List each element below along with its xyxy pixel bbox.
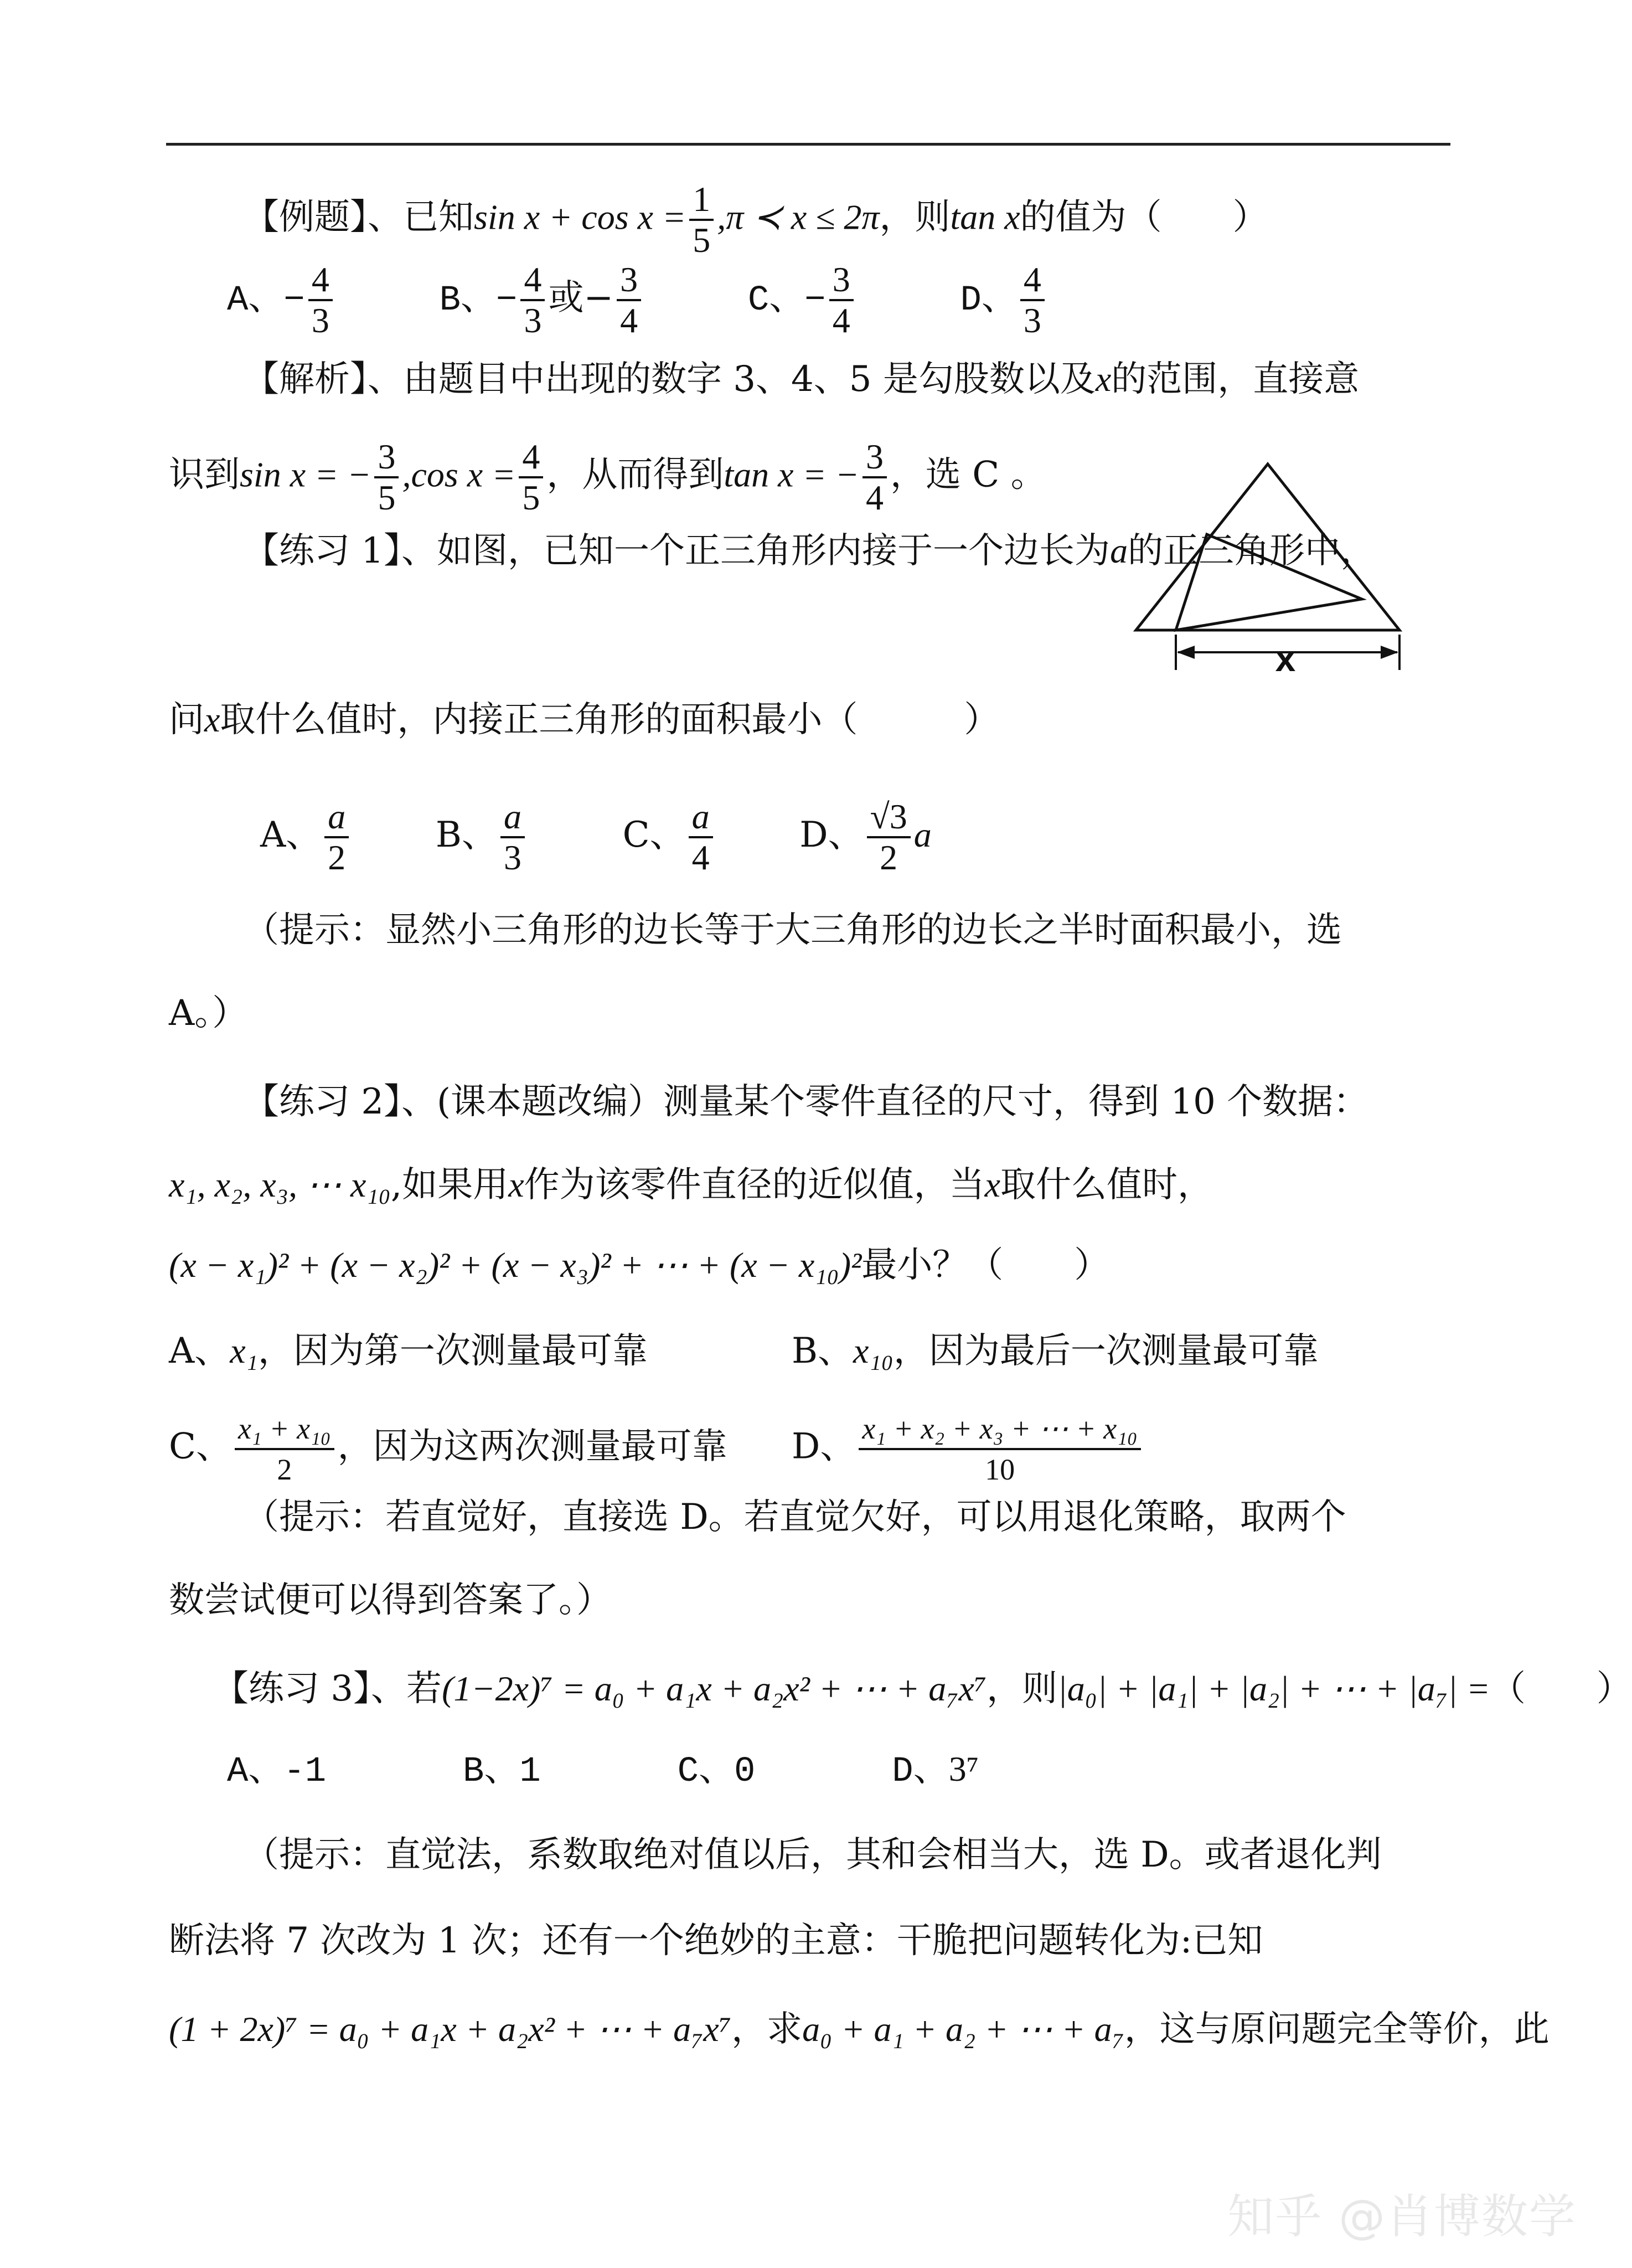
ex2-option-c: C、 $\frac{\text{x₁ + x₁₀}}{2}$ ，因为这两次测量最可靠 <box>169 1409 727 1489</box>
option-d: D、 $\frac{√3}{2}$ a <box>799 797 932 877</box>
ex2-option-b: B、x₁₀，因为最后一次测量最可靠 <box>792 1331 1319 1372</box>
dim-label-x: x <box>1275 638 1296 679</box>
option-d: D、3⁷ <box>892 1749 979 1792</box>
watermark: 知乎 @肖博数学 <box>1227 2189 1577 2244</box>
ex2-hint-2: 数尝试便可以得到答案了。） <box>169 1580 612 1621</box>
option-b: B、1 <box>463 1752 541 1792</box>
dim-arrow-left <box>1177 646 1195 659</box>
ex2-hint-1: （提示：若直觉好，直接选 D。若直觉欠好，可以用退化策略，取两个 <box>244 1497 1346 1538</box>
example-options <box>227 260 1048 340</box>
ex1-line-1: 【练习 1】、如图，已知一个正三角形内接于一个边长为a的正三角形中， <box>244 530 1376 571</box>
option-c: C、0 <box>677 1752 756 1792</box>
analysis-line-1: 【解析】、由题目中出现的数字 3、4、5 是勾股数以及x的范围，直接意 <box>244 359 1360 400</box>
ex2-line-2: x₁, x₂, x₃, ⋯ x₁₀,如果用x作为该零件直径的近似值，当x取什么值时， <box>169 1164 1213 1205</box>
ex1-hint-1: （提示：显然小三角形的边长等于大三角形的边长之半时面积最小，选 <box>244 910 1342 951</box>
ex3-options <box>227 1747 979 1794</box>
ex1-options <box>260 797 932 877</box>
ex3-hint-1: （提示：直觉法，系数取绝对值以后，其和会相当大，选 D。或者退化判 <box>244 1834 1382 1875</box>
header-rule <box>166 143 1450 146</box>
ex2-line-1: 【练习 2】、(课本题改编）测量某个零件直径的尺寸，得到 10 个数据： <box>244 1081 1369 1122</box>
dim-arrow-right <box>1381 646 1398 659</box>
ex1-line-2: 问x取什么值时，内接正三角形的面积最小（ ） <box>169 699 1000 740</box>
ex2-option-a: A、x₁，因为第一次测量最可靠 <box>169 1331 648 1372</box>
analysis-line-2: 识到sin x = − $\frac{3}{5}$ ,cos x = $\frac{4}{5}$ ，从而得到tan x = − $\frac{3}{4}$ ，选 C 。 <box>169 437 1046 517</box>
ex2-option-d: D、 $\frac{\text{x₁ + x₂ + x₃ + ⋯ + x₁₀}}{10}$ <box>792 1409 1144 1489</box>
option-d: D、 $\frac{4}{3}$ <box>960 281 1048 321</box>
option-a: A、− $\frac{4}{3}$ <box>227 281 336 321</box>
option-b: B、− $\frac{4}{3}$ 或− $\frac{3}{4}$ <box>440 281 644 321</box>
option-a: A、 $\frac{a}{2}$ <box>260 815 352 855</box>
option-b: B、 $\frac{a}{3}$ <box>436 815 528 855</box>
option-a: A、-1 <box>227 1752 327 1792</box>
ex3-hint-2: 断法将 7 次改为 1 次；还有一个绝妙的主意：干脆把问题转化为:已知 <box>169 1920 1263 1961</box>
option-c: C、− $\frac{3}{4}$ <box>748 281 857 321</box>
ex3-hint-3: (1 + 2x)⁷ = a₀ + a₁x + a₂x² + ⋯ + a₇x⁷，求a₀ + a₁ + a₂ + ⋯ + a₇，这与原问题完全等价，此 <box>169 2009 1550 2050</box>
option-c: C、 $\frac{a}{4}$ <box>623 815 716 855</box>
triangle-figure <box>1129 454 1417 687</box>
ex2-line-3: (x − x₁)² + (x − x₂)² + (x − x₃)² + ⋯ + (x − x₁₀)²最小？（ ） <box>169 1245 1110 1286</box>
outer-triangle <box>1136 464 1399 630</box>
example-question: 【例题】、已知sin x + cos x = $\frac{1}{5}$ ,π ≺ x ≤ 2π，则tan x的值为（ ） <box>244 179 1268 260</box>
ex3-question: 【练习 3】、若(1−2x)⁷ = a₀ + a₁x + a₂x² + ⋯ + a₇x⁷，则|a₀| + |a₁| + |a₂| + ⋯ + |a₇| =（ ） <box>213 1668 1632 1709</box>
ex1-hint-2: A。） <box>169 993 248 1034</box>
